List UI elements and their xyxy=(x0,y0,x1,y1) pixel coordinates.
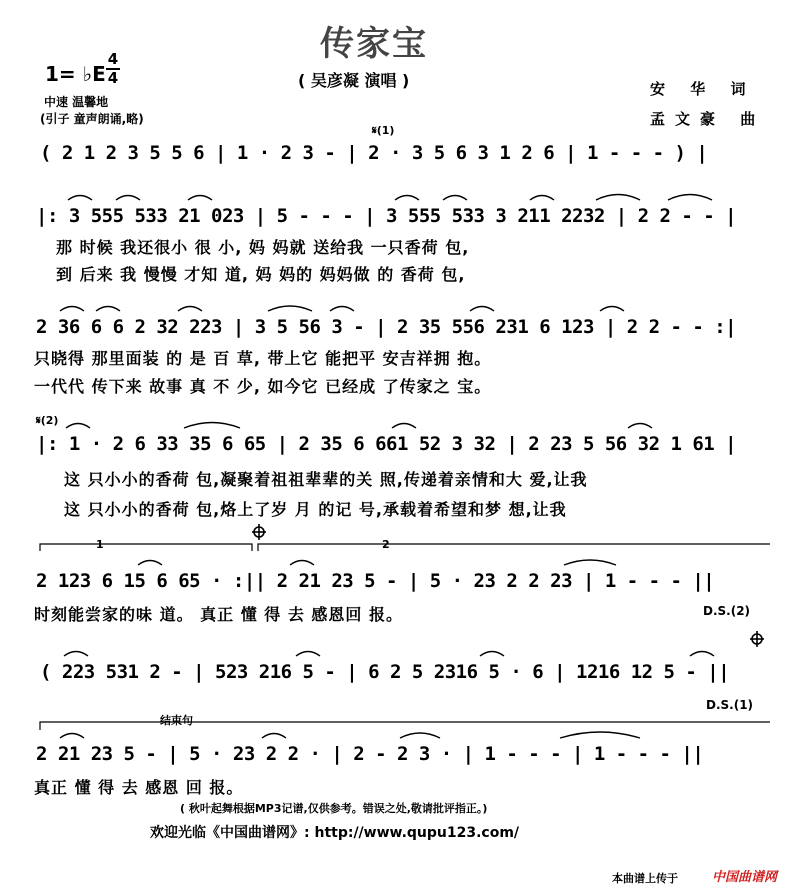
slur xyxy=(690,652,714,657)
lyric-line-5: 时刻能尝家的味 道。 真正 懂 得 去 感恩回 报。 xyxy=(34,605,403,624)
volta-1-bracket xyxy=(40,544,252,551)
time-top: 4 xyxy=(107,50,119,68)
slur xyxy=(530,196,554,201)
time-bottom: 4 xyxy=(107,69,119,87)
slur xyxy=(443,196,467,201)
slur xyxy=(268,306,312,311)
slur xyxy=(188,196,212,201)
slur xyxy=(400,733,440,738)
slur xyxy=(596,195,640,201)
slur xyxy=(628,424,652,429)
singer-credit: ( 吴彦凝 演唱 ) xyxy=(298,71,410,90)
slur xyxy=(262,734,286,739)
slur xyxy=(184,423,240,429)
ending-bracket xyxy=(40,722,770,730)
upload-note: 本曲谱上传于 xyxy=(612,872,678,885)
site-logo: 中国曲谱网 xyxy=(712,870,778,885)
slur xyxy=(600,307,624,312)
composer-credit: 孟文豪 曲 xyxy=(650,110,766,128)
segno-mark-1: 𝄋(1) xyxy=(372,124,395,137)
coda-sign xyxy=(750,631,764,647)
slur xyxy=(470,307,494,312)
ending-label: 结束句 xyxy=(160,714,193,727)
intro-note: (引子 童声朗诵,略) xyxy=(40,112,144,126)
lyric-line-3a: 只晓得 那里面装 的 是 百 草, 带上它 能把平 安吉祥拥 抱。 xyxy=(34,349,492,368)
lyric-line-4a: 这 只小小的香荷 包,凝聚着祖祖辈辈的关 照,传递着亲情和大 爱,让我 xyxy=(64,470,588,489)
slur xyxy=(330,307,354,312)
lyric-line-2b: 到 后来 我 慢慢 才知 道, 妈 妈的 妈妈做 的 香荷 包, xyxy=(56,265,466,284)
ds-2-mark: D.S.(2) xyxy=(703,604,751,618)
volta-2-label: 2 xyxy=(382,538,390,551)
slur xyxy=(60,734,84,739)
score-line-7: 2 21 23 5 - | 5 · 23 2 2 · | 2 - 2 3 · | 1 - - - | 1 - - - || xyxy=(36,743,704,765)
lyricist-credit: 安 华 词 xyxy=(650,80,756,98)
volta-2-bracket xyxy=(258,544,770,551)
slur xyxy=(290,561,314,566)
volta-1-label: 1 xyxy=(96,538,104,551)
slur xyxy=(178,307,202,312)
welcome-line: 欢迎光临《中国曲谱网》: http://www.qupu123.com/ xyxy=(150,825,520,841)
slur xyxy=(560,732,640,738)
key-signature: 1= ♭E xyxy=(45,62,106,86)
segno-mark-2: 𝄋(2) xyxy=(36,414,59,427)
slur xyxy=(392,424,416,429)
score-line-3: 2 36 6 6 2 32 223 | 3 5 56 3 - | 2 35 556 231 6 123 | 2 2 - - :| xyxy=(36,316,737,338)
slur xyxy=(668,195,712,201)
score-line-2: |: 3 555 533 21 023 | 5 - - - | 3 555 533 3 211 2232 | 2 2 - - | xyxy=(36,205,737,227)
score-line-6: ( 223 531 2 - | 523 216 5 - | 6 2 5 2316 5 · 6 | 1216 12 5 - || xyxy=(40,661,730,683)
slur xyxy=(116,196,140,201)
song-title: 传家宝 xyxy=(320,24,428,64)
slur xyxy=(480,652,504,657)
slur xyxy=(395,196,419,201)
coda-sign xyxy=(252,524,266,540)
slur xyxy=(96,307,120,312)
lyric-line-7: 真正 懂 得 去 感恩 回 报。 xyxy=(34,778,244,797)
score-line-1: ( 2 1 2 3 5 5 6 | 1 · 2 3 - | 2 · 3 5 6 3 1 2 6 | 1 - - - ) | xyxy=(40,142,708,164)
score-line-4: |: 1 · 2 6 33 35 6 65 | 2 35 6 661 52 3 32 | 2 23 5 56 32 1 61 | xyxy=(36,433,737,455)
slur xyxy=(60,307,84,312)
transcriber-note: ( 秋叶起舞根据MP3记谱,仅供参考。错误之处,敬请批评指正。) xyxy=(180,802,488,815)
slur xyxy=(564,560,616,565)
lyric-line-3b: 一代代 传下来 故事 真 不 少, 如今它 已经成 了传家之 宝。 xyxy=(34,377,492,396)
ds-1-mark: D.S.(1) xyxy=(706,698,754,712)
slur xyxy=(68,196,92,201)
score-line-5: 2 123 6 15 6 65 · :|| 2 21 23 5 - | 5 · 23 2 2 23 | 1 - - - || xyxy=(36,570,715,592)
slur xyxy=(66,424,90,429)
slur xyxy=(138,561,162,566)
lyric-line-2a: 那 时候 我还很小 很 小, 妈 妈就 送给我 一只香荷 包, xyxy=(56,238,470,257)
tempo-marking: 中速 温馨地 xyxy=(44,95,109,109)
slur xyxy=(296,652,320,657)
lyric-line-4b: 这 只小小的香荷 包,烙上了岁 月 的记 号,承载着希望和梦 想,让我 xyxy=(64,500,567,519)
slur xyxy=(64,652,88,657)
